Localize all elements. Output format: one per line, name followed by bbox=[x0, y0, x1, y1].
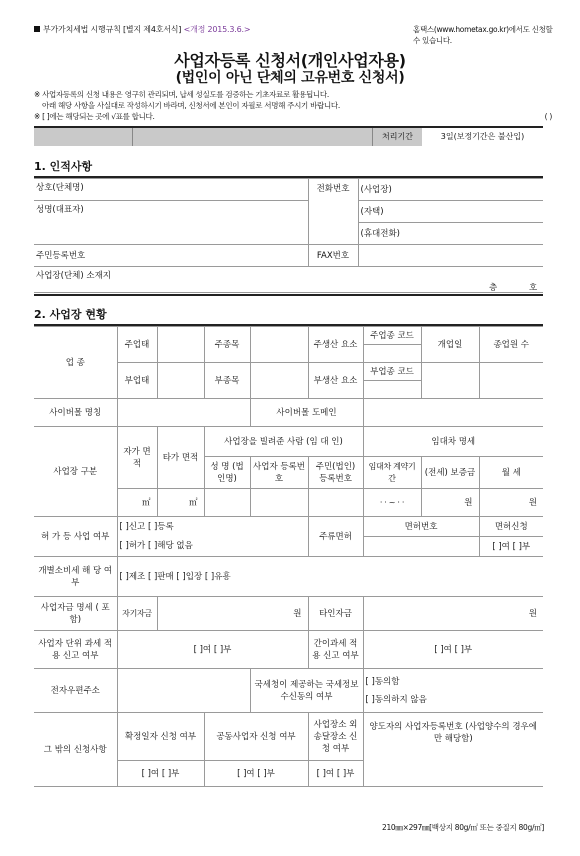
form-reference: 부가가치세법 시행규칙 [별지 제4호서식] <개정 2015.3.6.> bbox=[34, 24, 250, 35]
liquor-no-field[interactable] bbox=[363, 537, 479, 557]
main-type-field[interactable] bbox=[157, 327, 204, 363]
capital-label: 사업자금 명세 ( 포함) bbox=[34, 597, 117, 631]
main-code-field[interactable] bbox=[363, 345, 421, 363]
confirm-date-field[interactable]: [ ]여 [ ]부 bbox=[117, 761, 204, 787]
floor-label: 층 bbox=[489, 283, 498, 293]
email-label: 전자우편주소 bbox=[34, 669, 117, 713]
start-date-field[interactable] bbox=[421, 363, 479, 399]
employees-field[interactable] bbox=[479, 363, 543, 399]
lender-bizno-field[interactable] bbox=[250, 489, 308, 517]
sqm-unit: ㎡ bbox=[141, 497, 151, 508]
lease-period-field[interactable]: · · ~ · · bbox=[363, 489, 421, 517]
main-item-label: 주종목 bbox=[204, 327, 250, 363]
sub-type-field[interactable] bbox=[157, 363, 204, 399]
paper-spec: 210㎜×297㎜[백상지 80g/㎡ 또는 중질지 80g/㎡] bbox=[381, 823, 544, 832]
mail-place-label: 사업장소 외 송달장소 신청 여부 bbox=[308, 713, 363, 761]
lender-bizno-label: 사업자 등록번호 bbox=[250, 457, 308, 489]
processing-bar bbox=[34, 126, 543, 146]
own-area-field[interactable] bbox=[117, 489, 157, 517]
nts-info-label: 국세청이 제공하는 국세정보 수신동의 여부 bbox=[250, 669, 363, 713]
sub-type-label: 부업태 bbox=[117, 363, 157, 399]
license-option-permit[interactable]: [ ]허가 [ ]해당 없음 bbox=[117, 537, 308, 557]
cyber-name-label: 사이버몰 명칭 bbox=[34, 399, 117, 427]
transferor-label: 양도자의 사업자등록번호 (사업양수의 경우에만 해당함) bbox=[363, 713, 543, 787]
other-area-field[interactable] bbox=[157, 489, 204, 517]
monthly-rent-label: 월 세 bbox=[479, 457, 543, 489]
main-type-label: 주업태 bbox=[117, 327, 157, 363]
other-area-label: 타가 면적 bbox=[157, 427, 204, 489]
sqm-unit: ㎡ bbox=[188, 497, 198, 508]
phone-mobile-field[interactable]: (휴대전화) bbox=[358, 223, 543, 245]
revision-link[interactable]: <개정 2015.3.6.> bbox=[183, 25, 251, 34]
trade-name-field[interactable]: 상호(단체명) bbox=[34, 179, 308, 201]
sub-item-field[interactable] bbox=[250, 363, 308, 399]
main-code-label: 주업종 코드 bbox=[363, 327, 421, 345]
cyber-domain-label: 사이버몰 도메인 bbox=[250, 399, 363, 427]
processing-label: 처리기간 bbox=[372, 128, 422, 146]
section-rule bbox=[34, 294, 543, 296]
address-field[interactable]: 사업장(단체) 소재지 층 호 bbox=[34, 267, 543, 293]
instructions bbox=[34, 89, 554, 122]
lender-label: 사업장을 빌려준 사람 (임 대 인) bbox=[204, 427, 363, 457]
sub-code-label: 부업종 코드 bbox=[363, 363, 421, 381]
cyber-domain-field[interactable] bbox=[363, 399, 543, 427]
processing-value: 3일(보정기간은 불산입) bbox=[422, 128, 543, 146]
disagree-option[interactable]: [ ]동의하지 않음 bbox=[365, 694, 427, 705]
resident-no-field[interactable]: 주민등록번호 bbox=[34, 245, 308, 267]
employees-label: 종업원 수 bbox=[479, 327, 543, 363]
won-unit: 원 bbox=[528, 608, 537, 619]
liquor-apply-field[interactable]: [ ]여 [ ]부 bbox=[479, 537, 543, 557]
deposit-field[interactable] bbox=[421, 489, 479, 517]
page-mark: ( ) bbox=[544, 112, 552, 121]
deposit-label: (전세) 보증금 bbox=[421, 457, 479, 489]
joint-business-label: 공동사업자 신청 여부 bbox=[204, 713, 308, 761]
simplified-field[interactable]: [ ]여 [ ]부 bbox=[363, 631, 543, 669]
form-subtitle: (법인이 아닌 단체의 고유번호 신청서) bbox=[175, 70, 405, 86]
email-field[interactable] bbox=[117, 669, 250, 713]
license-option-report[interactable]: [ ]신고 [ ]등록 bbox=[117, 517, 308, 537]
cyber-name-field[interactable] bbox=[117, 399, 250, 427]
receipt-divider bbox=[132, 128, 133, 146]
sub-factor-label: 부생산 요소 bbox=[308, 363, 363, 399]
lender-name-label: 성 명 (법인명) bbox=[204, 457, 250, 489]
excise-label: 개별소비세 해 당 여 부 bbox=[34, 557, 117, 597]
won-unit: 원 bbox=[464, 497, 473, 508]
won-unit: 원 bbox=[293, 608, 302, 619]
unit-tax-field[interactable]: [ ]여 [ ]부 bbox=[117, 631, 308, 669]
phone-office-field[interactable]: (사업장) bbox=[358, 179, 543, 201]
phone-label: 전화번호 bbox=[308, 179, 358, 245]
monthly-rent-field[interactable] bbox=[479, 489, 543, 517]
main-item-field[interactable] bbox=[250, 327, 308, 363]
section2-heading: 2. 사업장 현황 bbox=[34, 308, 107, 321]
lease-details-label: 임대차 명세 bbox=[363, 427, 543, 457]
industry-label: 업 종 bbox=[34, 327, 117, 399]
sub-code-field[interactable] bbox=[363, 381, 421, 399]
lender-resno-field[interactable] bbox=[308, 489, 363, 517]
name-field[interactable]: 성명(대표자) bbox=[34, 201, 308, 245]
site-type-label: 사업장 구분 bbox=[34, 427, 117, 517]
won-unit: 원 bbox=[528, 497, 537, 508]
unit-tax-label: 사업자 단위 과세 적용 신고 여부 bbox=[34, 631, 117, 669]
mail-place-field[interactable]: [ ]여 [ ]부 bbox=[308, 761, 363, 787]
joint-business-field[interactable]: [ ]여 [ ]부 bbox=[204, 761, 308, 787]
own-area-label: 자가 면적 bbox=[117, 427, 157, 489]
license-label: 허 가 등 사업 여부 bbox=[34, 517, 117, 557]
other-requests-label: 그 밖의 신청사항 bbox=[34, 713, 117, 787]
unit-label: 호 bbox=[529, 283, 538, 293]
fax-label: FAX번호 bbox=[308, 245, 358, 267]
other-capital-label: 타인자금 bbox=[308, 597, 363, 631]
main-factor-label: 주생산 요소 bbox=[308, 327, 363, 363]
agree-option[interactable]: [ ]동의함 bbox=[365, 676, 400, 687]
own-capital-field[interactable] bbox=[157, 597, 308, 631]
lender-name-field[interactable] bbox=[204, 489, 250, 517]
liquor-apply-label: 면허신청 bbox=[479, 517, 543, 537]
square-bullet-icon bbox=[34, 26, 40, 32]
own-capital-label: 자기자금 bbox=[117, 597, 157, 631]
simplified-label: 간이과세 적용 신고 여부 bbox=[308, 631, 363, 669]
other-capital-field[interactable] bbox=[363, 597, 543, 631]
liquor-label: 주류면허 bbox=[308, 517, 363, 557]
fax-field[interactable] bbox=[358, 245, 543, 267]
instruction-line: ※ [ ]에는 해당되는 곳에 √표를 합니다. bbox=[34, 112, 155, 121]
instruction-line: 아래 해당 사항을 사실대로 작성하시기 바라며, 신청서에 본인이 자필로 서명해 주시기 바랍니다. bbox=[42, 101, 340, 110]
confirm-date-label: 확정일자 신청 여부 bbox=[117, 713, 204, 761]
phone-home-field[interactable]: (자택) bbox=[358, 201, 543, 223]
lender-resno-label: 주민(법인) 등록번호 bbox=[308, 457, 363, 489]
hometax-note: 홈택스(www.hometax.go.kr)에서도 신청할 수 있습니다. bbox=[413, 25, 553, 45]
start-date-label: 개업일 bbox=[421, 327, 479, 363]
nts-consent-options bbox=[363, 669, 543, 713]
liquor-no-label: 면허번호 bbox=[363, 517, 479, 537]
business-status-table bbox=[34, 326, 543, 787]
instruction-line: ※ 사업자등록의 신청 내용은 영구히 관리되며, 납세 성실도를 검증하는 기초자료로 활용됩니다. bbox=[34, 90, 329, 99]
form-title: 사업자등록 신청서(개인사업자용) bbox=[174, 51, 406, 70]
sub-item-label: 부종목 bbox=[204, 363, 250, 399]
excise-options[interactable]: [ ]제조 [ ]판매 [ ]입장 [ ]유흥 bbox=[117, 557, 543, 597]
lease-period-label: 임대차 계약기간 bbox=[363, 457, 421, 489]
section1-heading: 1. 인적사항 bbox=[34, 160, 93, 173]
personal-info-table bbox=[34, 178, 543, 293]
